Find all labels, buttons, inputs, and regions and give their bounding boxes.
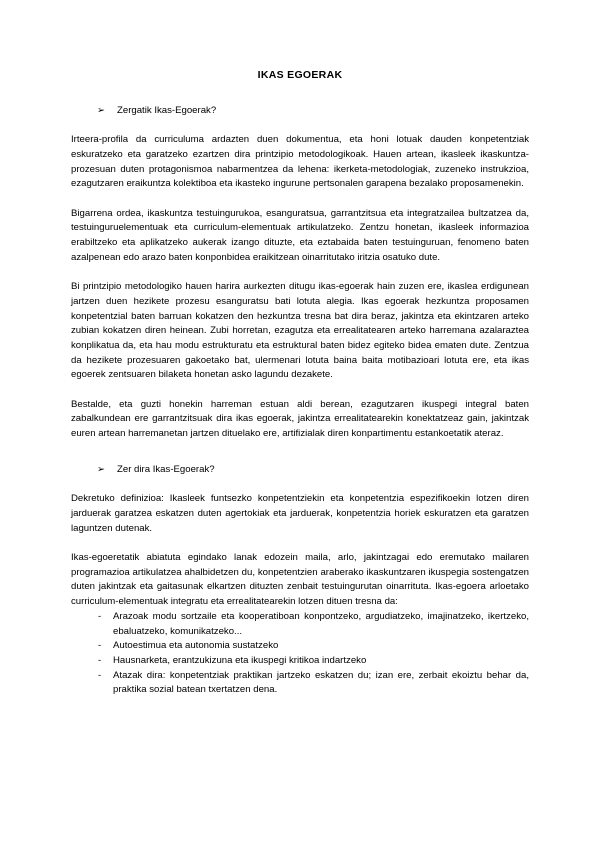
list-item <box>98 654 529 669</box>
dash-bullet-icon: - <box>98 610 102 622</box>
section-heading-label: Zer dira Ikas-Egoerak? <box>117 463 215 475</box>
list-item-label: Arazoak modu sortzaile eta kooperatiboan konpontzeko, argudiatzeko, imajinatzeko, ikertzeko, ebaluatzeko, komunikatzeko... <box>113 610 529 637</box>
page-title: IKAS EGOERAK <box>257 69 343 81</box>
paragraph: Bestalde, eta guzti honekin harreman estuan aldi berean, ezagutzaren ikuspegi integral baten zabalkundean ere garrantzitsuak dira ikas egoerak, jakintza errealitatearekin konektatzeaz gain, jakintzak euren artean harremanetan jartzen dituelako ere, artifizialak diren konpartimentu estankoetatik ateraz. <box>71 398 529 440</box>
bullet-list <box>71 610 529 698</box>
paragraph: Dekretuko definizioa: Ikasleek funtsezko konpetentziekin eta konpetentzia espezifikoekin lotzen diren jarduerak garatzea eskatzen duten agertokiak eta jarduerak, konpetentzia horiek eskuratzen eta garatzen laguntzen dutenak. <box>71 493 529 534</box>
arrow-bullet-icon: ➢ <box>97 104 106 116</box>
arrow-bullet-icon: ➢ <box>97 463 106 475</box>
list-item-label: Hausnarketa, erantzukizuna eta ikuspegi kritikoa indartzeko <box>113 654 367 666</box>
paragraph: Bigarrena ordea, ikaskuntza testuingurukoa, esanguratsua, garrantzitsua eta integratzailea bultzatzea da, testuinguruelementuak eta curriculum-elementuak artikulatzeko. Zentzu honetan, ikasleek informazioa erabiltzeko eta aplikatzeko aukerak izango dituzte, eta eztabaida baten testuinguruan, fenomeno baten azalpenean edo arazo baten konponbidea eraikitzean oinarritutako iritzia osatuko dute. <box>71 207 529 263</box>
list-item-label: Autoestimua eta autonomia sustatzeko <box>113 640 279 652</box>
list-item-label: Atazak dira: konpetentziak praktikan jartzeko eskatzen du; izan ere, zerbait ekoiztu behar da, praktika sozial batean txertatzen dena. <box>113 669 529 696</box>
document-content <box>71 0 529 698</box>
dash-bullet-icon: - <box>98 640 102 652</box>
list-item <box>98 669 529 698</box>
paragraph: Irteera-profila da curriculuma ardazten duen dokumentua, eta honi lotuak dauden konpetentziak eskuratzeko eta garatzeko ezartzen dira printzipio metodologikoak. Hauen artean, ikasleek ikaskuntza-prozesuan duten protagonismoa nabarmentzea da lehena: ikerketa-metodologiak, zuzeneko instrukzioa, ezagutzaren eraikuntza kolektiboa eta ikasteko ingurune pertsonalen garapena bezalako proposamenekin. <box>71 134 529 190</box>
dash-bullet-icon: - <box>98 654 102 666</box>
section-heading-zergatik <box>71 83 529 119</box>
dash-bullet-icon: - <box>98 669 102 681</box>
paragraph: Ikas-egoeretatik abiatuta egindako lanak edozein maila, arlo, jakintzagai edo eremutako mailaren programazioa artikulatzea ahalbidetzen du, konpetentzien araberako ikaskuntzaren ikuspegia sostengatzen duten jakintzak eta gaitasunak elkartzen dituzten zenbait testuingurutan oinarrituta. Ikas-egoera arloetako curriculum-elementuak integratu eta errealitatearekin lotzen dituen tresna da: <box>71 552 529 608</box>
list-item <box>98 639 529 654</box>
section-heading-label: Zergatik Ikas-Egoerak? <box>117 104 217 116</box>
section-heading-zer-dira <box>71 442 529 478</box>
list-item <box>98 610 529 639</box>
paragraph: Bi printzipio metodologiko hauen harira aurkezten ditugu ikas-egoerak hain zuzen ere, ikaslea erdigunean jartzen duen hezikete prozesu esanguratsu bati lotuta alegia. Ikas egoerak hezkuntza proposamen konpetentzial baten barruan kokatzen den hezkuntza tresna bat dira beraz, jakintza eta ekintzaren arteko zubian kokatzen diren heinean. Zubi horretan, ezagutza eta errealitatearen arteko harremana azalaraztea konplikatua da, eta hau modu estrukturatu eta estruktural baten bidez egiteko bidea ematen dute. Zentzua da hezikete prozesuaren gakoetako bat, ulermenari lotuta baina baita motibazioari lotuta ere, eta ikas egoerek zentsuaren bilaketa honetan asko lagundu dezakete. <box>71 281 529 381</box>
